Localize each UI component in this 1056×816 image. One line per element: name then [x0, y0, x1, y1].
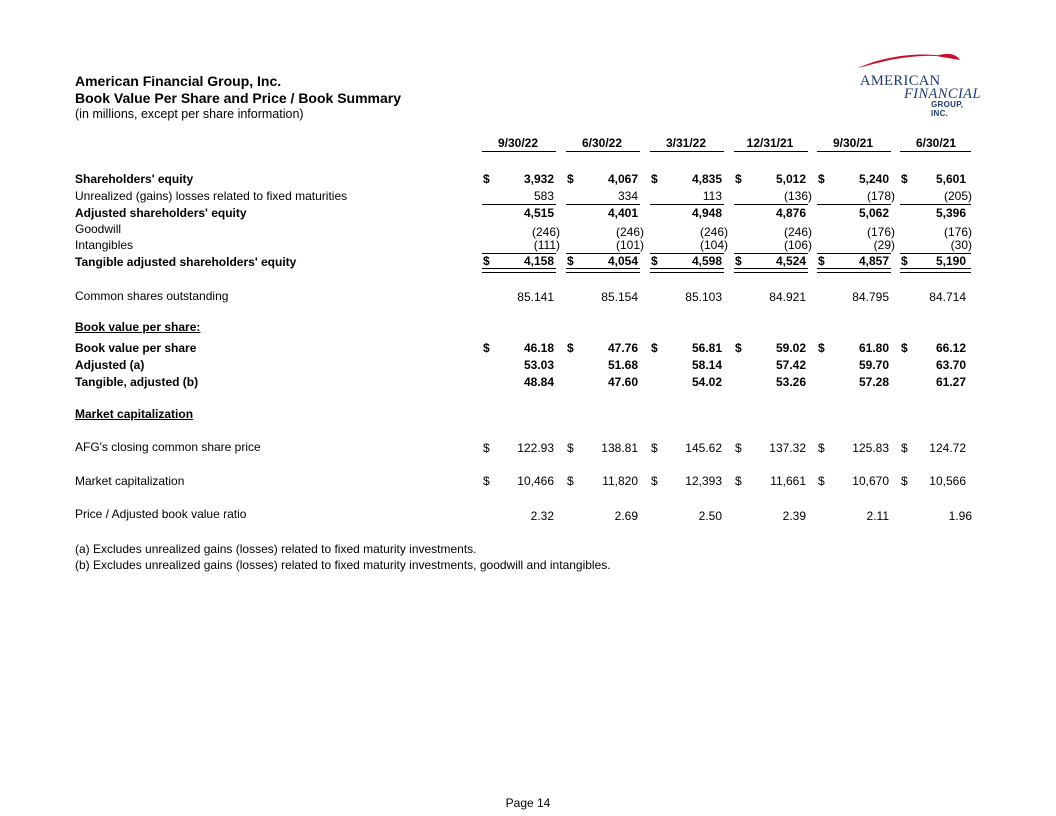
footnote-a: (a) Excludes unrealized gains (losses) related to fixed maturity investments. — [75, 542, 477, 556]
header-underline — [817, 151, 891, 152]
section-heading-bvps: Book value per share: — [75, 320, 201, 334]
header-underline — [566, 151, 640, 152]
value-cell: 5,240 — [858, 172, 889, 186]
value-cell: 84.921 — [769, 290, 806, 304]
company-logo — [848, 46, 983, 118]
value-cell: 4,515 — [523, 206, 554, 220]
value-cell: 4,524 — [775, 254, 806, 268]
value-cell: 4,067 — [607, 172, 638, 186]
value-cell: 137.32 — [769, 441, 806, 455]
value-cell: 12,393 — [685, 474, 722, 488]
value-cell: 61.27 — [935, 375, 966, 389]
currency-symbol: $ — [901, 172, 908, 186]
value-cell: 59.70 — [858, 358, 889, 372]
report-subtitle: (in millions, except per share information) — [75, 107, 304, 121]
currency-symbol: $ — [651, 441, 658, 455]
value-cell: 4,835 — [691, 172, 722, 186]
subtotal-line — [734, 204, 808, 205]
total-double-line — [650, 268, 724, 273]
value-cell: 46.18 — [523, 341, 554, 355]
row-label-price-book: Price / Adjusted book value ratio — [75, 507, 247, 521]
section-heading-market-cap: Market capitalization — [75, 407, 194, 421]
value-cell: (101) — [615, 238, 644, 252]
currency-symbol: $ — [818, 441, 825, 455]
value-cell: 85.141 — [517, 290, 554, 304]
value-cell: (176) — [943, 225, 972, 239]
currency-symbol: $ — [651, 254, 658, 268]
value-cell: 85.103 — [685, 290, 722, 304]
value-cell: 334 — [617, 189, 638, 203]
total-double-line — [566, 268, 640, 273]
currency-symbol: $ — [651, 172, 658, 186]
value-cell: 54.02 — [691, 375, 722, 389]
value-cell: (104) — [699, 238, 728, 252]
currency-symbol: $ — [483, 474, 490, 488]
total-double-line — [482, 268, 556, 273]
company-title: American Financial Group, Inc. — [75, 73, 282, 89]
currency-symbol: $ — [735, 172, 742, 186]
currency-symbol: $ — [651, 474, 658, 488]
currency-symbol: $ — [651, 341, 658, 355]
value-cell: (246) — [531, 225, 560, 239]
value-cell: (30) — [950, 238, 972, 252]
row-label-share-price: AFG's closing common share price — [75, 440, 261, 454]
value-cell: (246) — [783, 225, 812, 239]
value-cell: 3,932 — [523, 172, 554, 186]
value-cell: (178) — [866, 189, 895, 203]
value-cell: (205) — [943, 189, 972, 203]
value-cell: 63.70 — [935, 358, 966, 372]
value-cell: 57.42 — [775, 358, 806, 372]
row-label-common-shares: Common shares outstanding — [75, 289, 229, 303]
value-cell: (29) — [873, 238, 895, 252]
currency-symbol: $ — [483, 254, 490, 268]
logo-text-line3: GROUP, INC. — [931, 100, 964, 118]
currency-symbol: $ — [567, 341, 574, 355]
value-cell: 48.84 — [523, 375, 554, 389]
value-cell: 4,401 — [607, 206, 638, 220]
row-label-tangible-equity: Tangible adjusted shareholders' equity — [75, 255, 297, 269]
value-cell: 124.72 — [929, 441, 966, 455]
column-header: 3/31/22 — [665, 136, 707, 150]
value-cell: 53.03 — [523, 358, 554, 372]
value-cell: 58.14 — [691, 358, 722, 372]
footnote-b: (b) Excludes unrealized gains (losses) related to fixed maturity investments, goodwill and intangibles. — [75, 558, 611, 572]
currency-symbol: $ — [483, 172, 490, 186]
value-cell: 5,012 — [775, 172, 806, 186]
value-cell: 66.12 — [935, 341, 966, 355]
value-cell: 5,062 — [858, 206, 889, 220]
total-double-line — [900, 268, 971, 273]
value-cell: (246) — [615, 225, 644, 239]
currency-symbol: $ — [735, 341, 742, 355]
value-cell: 53.26 — [775, 375, 806, 389]
value-cell: 2.39 — [782, 509, 806, 523]
column-header: 9/30/21 — [832, 136, 874, 150]
value-cell: 10,670 — [852, 474, 889, 488]
currency-symbol: $ — [735, 441, 742, 455]
subtotal-line — [817, 204, 891, 205]
value-cell: 138.81 — [601, 441, 638, 455]
column-header: 12/31/21 — [746, 136, 794, 150]
currency-symbol: $ — [818, 341, 825, 355]
value-cell: 56.81 — [691, 341, 722, 355]
total-double-line — [817, 268, 891, 273]
value-cell: 84.714 — [929, 290, 966, 304]
currency-symbol: $ — [818, 254, 825, 268]
row-label-market-cap: Market capitalization — [75, 474, 185, 488]
value-cell: 125.83 — [852, 441, 889, 455]
value-cell: 11,820 — [602, 474, 638, 488]
value-cell: 84.795 — [852, 290, 889, 304]
value-cell: 2.11 — [866, 509, 889, 523]
currency-symbol: $ — [567, 254, 574, 268]
column-header: 9/30/22 — [497, 136, 539, 150]
currency-symbol: $ — [901, 341, 908, 355]
currency-symbol: $ — [483, 341, 490, 355]
subtotal-line — [566, 204, 640, 205]
value-cell: (246) — [699, 225, 728, 239]
value-cell: 11,661 — [770, 474, 806, 488]
value-cell: 145.62 — [685, 441, 722, 455]
header-underline — [734, 151, 808, 152]
column-header: 6/30/22 — [581, 136, 623, 150]
value-cell: 4,598 — [691, 254, 722, 268]
value-cell: 61.80 — [858, 341, 889, 355]
row-label-shareholders-equity: Shareholders' equity — [75, 172, 194, 186]
value-cell: 2.32 — [530, 509, 554, 523]
row-label-goodwill: Goodwill — [75, 222, 122, 236]
currency-symbol: $ — [901, 441, 908, 455]
value-cell: 583 — [533, 189, 554, 203]
currency-symbol: $ — [901, 254, 908, 268]
value-cell: 1.96 — [948, 509, 972, 523]
value-cell: 59.02 — [775, 341, 806, 355]
page-number: Page 14 — [505, 796, 551, 810]
currency-symbol: $ — [567, 172, 574, 186]
currency-symbol: $ — [818, 172, 825, 186]
header-underline — [650, 151, 724, 152]
value-cell: 5,396 — [935, 206, 966, 220]
currency-symbol: $ — [567, 474, 574, 488]
currency-symbol: $ — [567, 441, 574, 455]
row-label-intangibles: Intangibles — [75, 238, 134, 252]
total-double-line — [734, 268, 808, 273]
value-cell: (136) — [783, 189, 812, 203]
value-cell: 4,054 — [607, 254, 638, 268]
subtotal-line — [900, 204, 971, 205]
row-label-tangible-bvps: Tangible, adjusted (b) — [75, 375, 199, 389]
logo-text-line2: FINANCIAL — [904, 86, 981, 102]
currency-symbol: $ — [735, 474, 742, 488]
eagle-swoosh-icon — [848, 46, 983, 76]
value-cell: 5,601 — [935, 172, 966, 186]
row-label-unrealized: Unrealized (gains) losses related to fixed maturities — [75, 189, 348, 203]
value-cell: (176) — [866, 225, 895, 239]
report-title: Book Value Per Share and Price / Book Summary — [75, 90, 402, 106]
currency-symbol: $ — [735, 254, 742, 268]
row-label-adjusted-bvps: Adjusted (a) — [75, 358, 145, 372]
value-cell: 2.69 — [614, 509, 638, 523]
currency-symbol: $ — [483, 441, 490, 455]
value-cell: 47.76 — [607, 341, 638, 355]
value-cell: 10,466 — [517, 474, 554, 488]
value-cell: 85.154 — [601, 290, 638, 304]
subtotal-line — [482, 204, 556, 205]
value-cell: 2.50 — [698, 509, 722, 523]
currency-symbol: $ — [818, 474, 825, 488]
value-cell: 47.60 — [607, 375, 638, 389]
value-cell: 4,948 — [691, 206, 722, 220]
header-underline — [900, 151, 971, 152]
currency-symbol: $ — [901, 474, 908, 488]
value-cell: 57.28 — [858, 375, 889, 389]
value-cell: 10,566 — [929, 474, 966, 488]
value-cell: 51.68 — [607, 358, 638, 372]
subtotal-line — [650, 204, 724, 205]
value-cell: 122.93 — [517, 441, 554, 455]
value-cell: 113 — [702, 189, 722, 203]
row-label-adjusted-equity: Adjusted shareholders' equity — [75, 206, 247, 220]
value-cell: 4,857 — [858, 254, 889, 268]
value-cell: (106) — [783, 238, 812, 252]
value-cell: (111) — [533, 238, 560, 252]
logo-text-line1: AMERICAN — [860, 73, 941, 89]
report-header — [75, 73, 401, 122]
header-underline — [482, 151, 556, 152]
column-header: 6/30/21 — [915, 136, 957, 150]
row-label-bvps: Book value per share — [75, 341, 197, 355]
value-cell: 5,190 — [935, 254, 966, 268]
value-cell: 4,158 — [523, 254, 554, 268]
value-cell: 4,876 — [775, 206, 806, 220]
